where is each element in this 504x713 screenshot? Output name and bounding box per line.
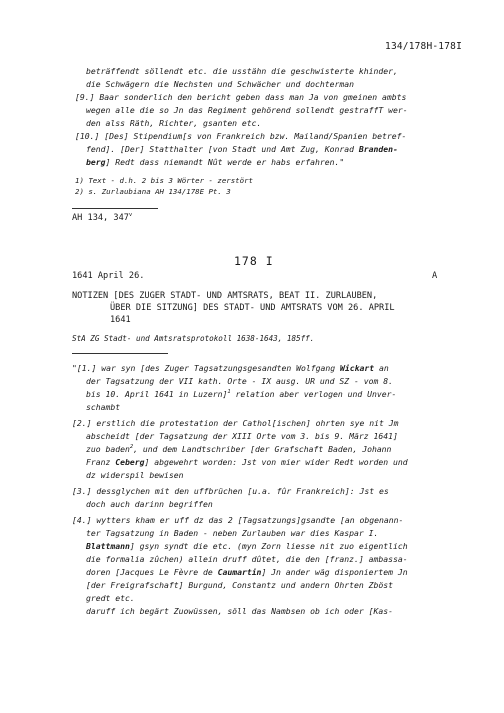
text-span: "[1.] war syn [des Zuger Tagsatzungsgesandten Wolfgang xyxy=(72,363,341,373)
heading-line: 1641 xyxy=(110,315,131,325)
text-span: an xyxy=(374,363,389,373)
text-span: fend]. [Der] Statthalter [von Stadt und Amt Zug, Konrad xyxy=(86,144,355,154)
text-line: [10.] [Des] Stipendium[s von Frankreich bzw. Mailand/Spanien betref- xyxy=(75,131,407,141)
archive-reference xyxy=(72,212,132,225)
text-span: ] gsyn syndt die etc. (myn Zorn liesse nit zuo eigentlich xyxy=(129,541,408,551)
person-name: Ceberg xyxy=(115,457,145,467)
reference-text: AH 134, 347 xyxy=(72,213,129,223)
text-line: [4.] wytters kham er uff dz das 2 [Tagsatzungs]gsandte [an obgenann- xyxy=(72,515,404,525)
source-citation: StA ZG Stadt- und Amtsratsprotokoll 1638-1643, 185ff. xyxy=(72,334,315,343)
text-line: schambt xyxy=(86,402,121,412)
text-line: [der Freigrafschaft] Burgund, Constantz und andern Ohrten Zböst xyxy=(86,580,393,590)
separator-rule xyxy=(72,353,168,354)
text-span: Franz xyxy=(86,457,116,467)
text-span: zuo baden xyxy=(86,444,130,454)
footnote-marker: 2 xyxy=(129,444,134,450)
text-span: , und dem Landtschriber [der Grafschaft Baden, Johann xyxy=(133,444,392,454)
person-name: Caumartin xyxy=(217,567,262,577)
text-line xyxy=(72,362,389,375)
text-line: die formalia zûchen) allein druff dûtet, die den [franz.] ambassa- xyxy=(86,554,408,564)
text-line: [9.] Baar sonderlich den bericht geben dass man Ja von gmeinen ambts xyxy=(75,92,407,102)
text-line: abscheidt [der Tagsatzung der XIII Orte vom 3. bis 9. März 1641] xyxy=(86,431,398,441)
text-line: gredt etc. xyxy=(86,593,135,603)
text-line: [2.] erstlich die protestation der Cathol[ischen] ohrten sye nit Jm xyxy=(72,418,399,428)
text-line: daruff ich begärt Zuowüssen, söll das Nambsen ob ich oder [Kas- xyxy=(86,606,393,616)
text-line xyxy=(86,156,344,169)
text-line xyxy=(86,143,398,156)
text-line: [3.] dessglychen mit den uffbrüchen [u.a. fûr Frankreich]: Jst es xyxy=(72,486,389,496)
heading-line: NOTIZEN [DES ZUGER STADT- UND AMTSRATS, BEAT II. ZURLAUBEN, xyxy=(72,291,378,301)
text-line xyxy=(86,388,396,401)
person-name: berg xyxy=(86,157,106,167)
document-type-letter: A xyxy=(432,271,438,281)
person-name: Branden- xyxy=(358,144,398,154)
text-line: ter Tagsatzung in Baden - neben Zurlauben war dies Kaspar I. xyxy=(86,528,379,538)
text-line xyxy=(86,540,408,553)
text-span: doren [Jacques Le Fèvre de xyxy=(86,567,218,577)
person-name: Wickart xyxy=(340,363,375,373)
separator-rule xyxy=(72,208,158,209)
text-line: doch auch darinn begriffen xyxy=(86,499,213,509)
text-line: der Tagsatzung der VII kath. Orte - IX ausg. UR und SZ - vom 8. xyxy=(86,376,393,386)
text-line xyxy=(86,566,408,579)
person-name: Blattmann xyxy=(86,541,130,551)
footnote-marker: 1 xyxy=(227,389,231,395)
text-line xyxy=(86,456,408,469)
text-span: ] Redt dass niemandt Nût werde er habs erfahren." xyxy=(105,157,345,167)
text-span: bis 10. April 1641 in Luzern] xyxy=(86,389,228,399)
text-span: ] Jn ander wäg disponiertem Jn xyxy=(261,567,408,577)
text-line: die Schwägern die Nechsten und Schwächer und dochterman xyxy=(86,79,355,89)
page-number: 134/178H-178I xyxy=(385,41,462,52)
text-line: dz widerspil bewisen xyxy=(86,470,184,480)
text-line xyxy=(86,443,391,456)
reference-superscript: v xyxy=(128,212,133,218)
footnote-1: 1) Text - d.h. 2 bis 3 Wörter - zerstört xyxy=(75,176,253,185)
text-line: beträffendt söllendt etc. die usstähn die geschwisterte khinder, xyxy=(86,66,398,76)
text-span: ] abgewehrt worden: Jst von mier wider Redt worden und xyxy=(144,457,408,467)
heading-line: ÜBER DIE SITZUNG] DES STADT- UND AMTSRATS VOM 26. APRIL xyxy=(110,303,395,313)
text-line: wegen alle die so Jn das Regiment gehörend sollendt gestraffT wer- xyxy=(86,105,408,115)
footnote-2: 2) s. Zurlaubiana AH 134/178E Pt. 3 xyxy=(75,187,231,196)
text-line: den alss Räth, Richter, gsanten etc. xyxy=(86,118,262,128)
text-span: relation aber verlogen und Unver- xyxy=(230,389,397,399)
document-number: 178 I xyxy=(234,254,274,268)
document-date: 1641 April 26. xyxy=(72,271,145,281)
